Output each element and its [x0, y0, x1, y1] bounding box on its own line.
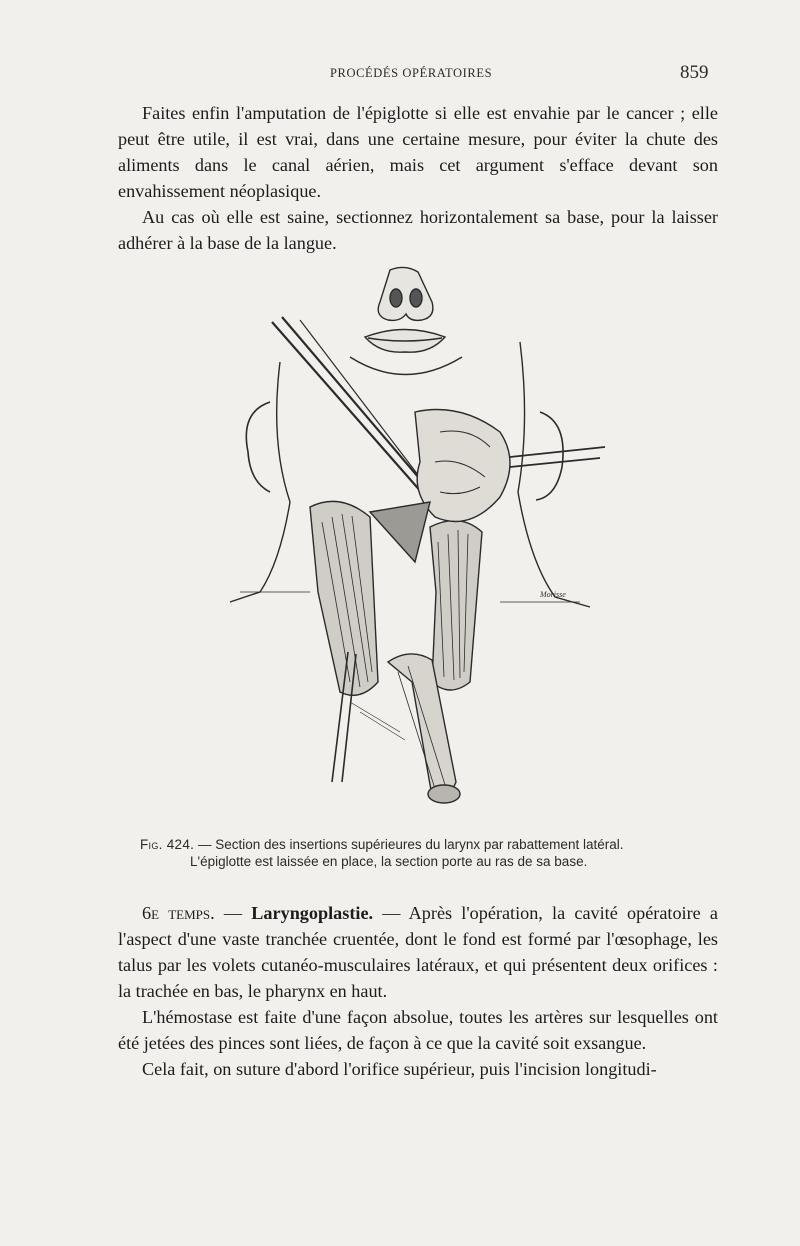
text-block-top — [118, 100, 718, 256]
engraver-signature: Morisse — [540, 590, 566, 599]
text-block-bottom — [118, 900, 718, 1082]
left-ear-drawing — [246, 402, 270, 492]
page-number: 859 — [680, 62, 709, 83]
running-title: PROCÉDÉS OPÉRATOIRES — [330, 66, 493, 80]
dash-1: — — [214, 903, 252, 923]
figure-caption — [140, 836, 710, 870]
figure-424-illustration — [200, 262, 620, 822]
retractor-hook — [510, 447, 605, 467]
running-header — [0, 62, 800, 86]
paragraph-suture: Cela fait, on suture d'abord l'orifice supérieur, puis l'incision longitudi- — [142, 1059, 657, 1079]
engraving-larynx-surgery — [200, 262, 620, 822]
step-label: 6e temps. — [142, 903, 215, 923]
nose-drawing — [378, 267, 433, 320]
caption-fig-label: Fig. 424. — [140, 837, 195, 852]
dash-2: — — [373, 903, 409, 923]
neck-outline — [230, 362, 290, 602]
section-title: Laryngoplastie. — [251, 903, 374, 923]
paragraph-hemostasis: L'hémostase est faite d'une façon absolue, toutes les artères sur lesquelles ont été jetées des pinces sont liées, de façon à ce que la cavité soit exsangue. — [118, 1007, 718, 1053]
right-ear-drawing — [536, 412, 563, 500]
caption-line-2: L'épiglotte est laissée en place, la section porte au ras de sa base. — [190, 854, 588, 869]
caption-text-1: — Section des insertions supérieures du larynx par rabattement latéral. — [198, 837, 624, 852]
paragraph-laryngoplasty-text: Après l'opération, la cavité opératoire a l'aspect d'une vaste tranchée cruentée, dont le fond est formé par l'œsophage, les talus par les volets cutanéo-musculaires latéraux, et qui présentent deux orifices : la trachée en bas, le pharynx en haut. — [118, 903, 719, 1001]
paragraph-laryngoplasty — [118, 900, 718, 1004]
caption-line-1 — [140, 836, 710, 853]
paragraph-epiglottis-healthy: Au cas où elle est saine, sectionnez horizontalement sa base, pour la laisser adhérer à la base de la langue. — [118, 207, 718, 253]
left-muscle-flap — [310, 501, 378, 695]
paragraph-epiglottis-amputation: Faites enfin l'amputation de l'épiglotte si elle est envahie par le cancer ; elle peut être utile, il est vrai, dans une certaine mesure, pour éviter la chute des aliments dans le canal aérien, mais cet argument s'efface devant son envahissement néoplasique. — [118, 103, 718, 201]
